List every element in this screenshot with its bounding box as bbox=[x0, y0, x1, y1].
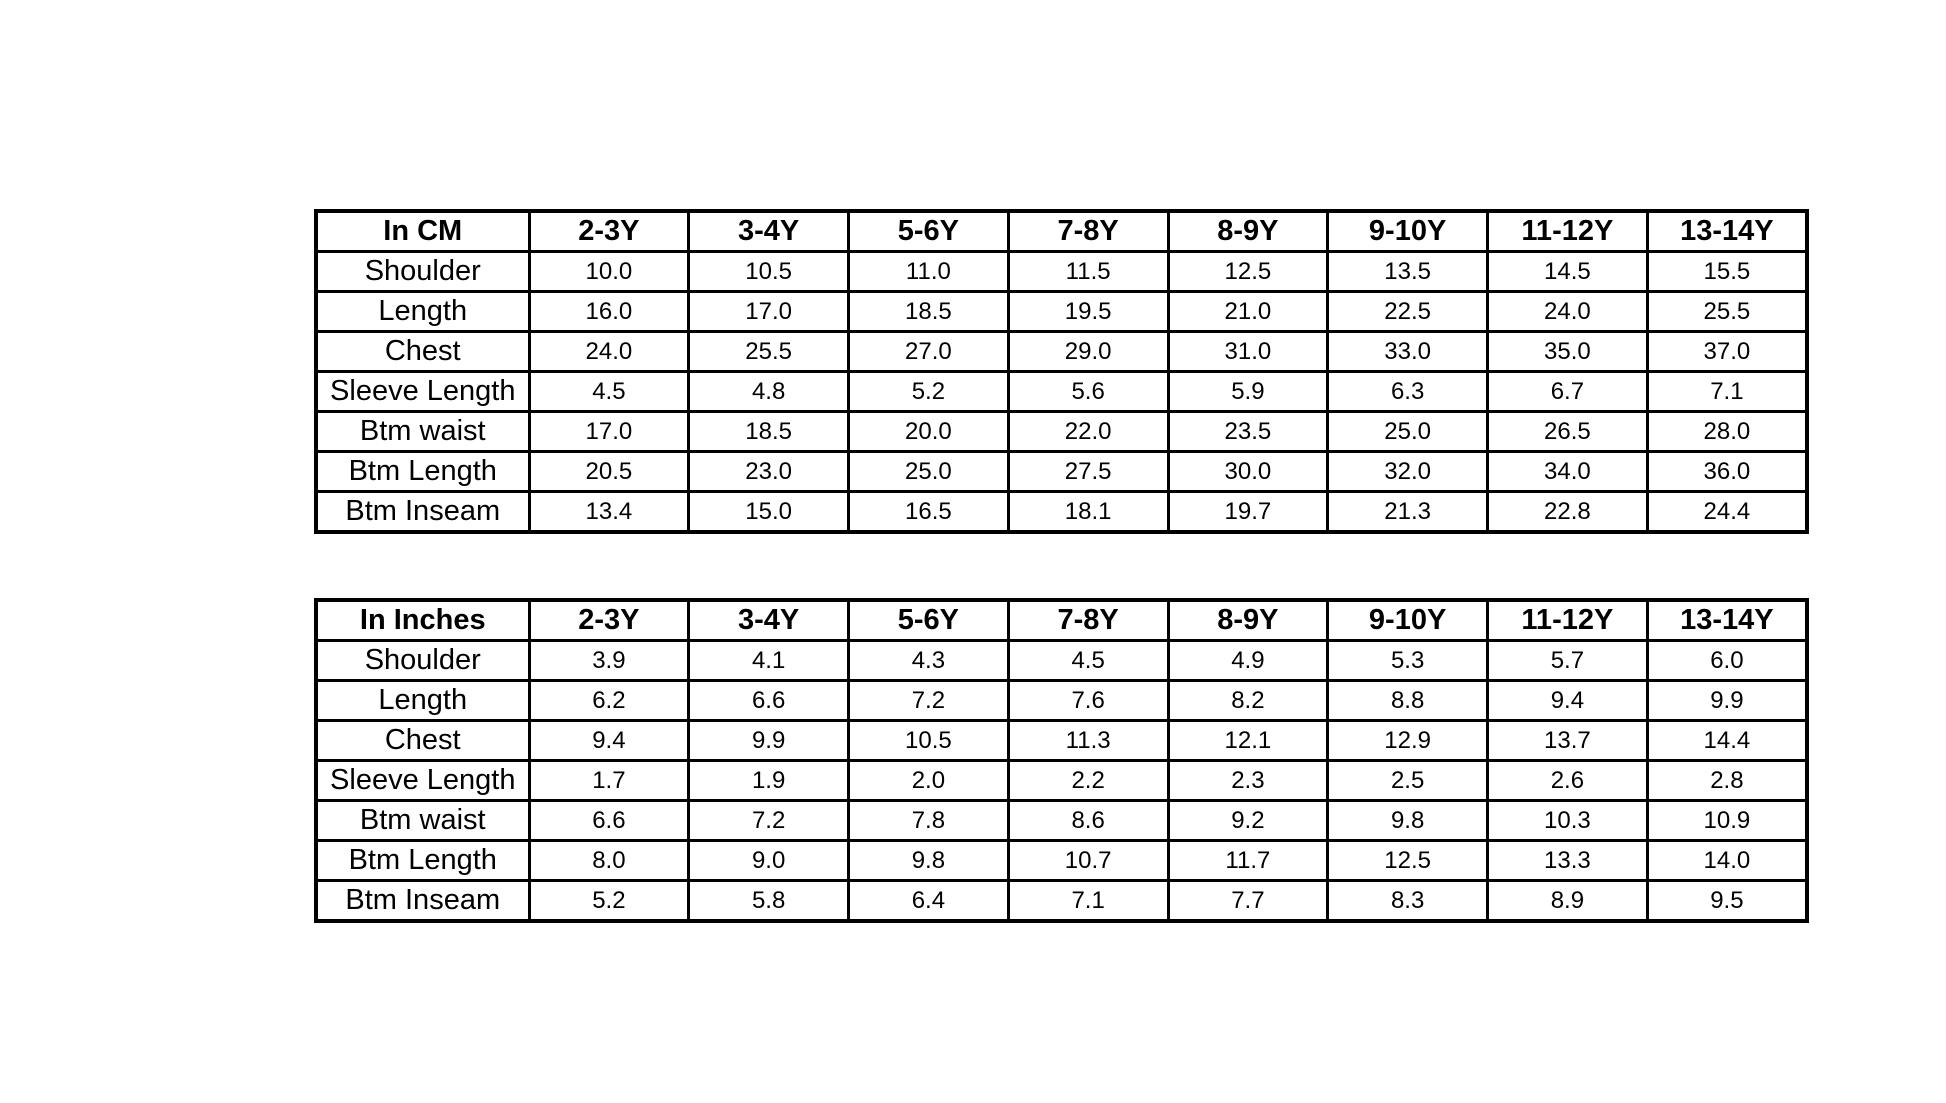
size-header: 3-4Y bbox=[689, 600, 849, 641]
measurement-value: 23.5 bbox=[1168, 412, 1328, 452]
measurement-value: 13.3 bbox=[1488, 841, 1648, 881]
measurement-value: 32.0 bbox=[1328, 452, 1488, 492]
measurement-value: 24.0 bbox=[529, 332, 689, 372]
measurement-value: 36.0 bbox=[1647, 452, 1807, 492]
measurement-value: 11.0 bbox=[849, 252, 1009, 292]
measurement-value: 10.5 bbox=[689, 252, 849, 292]
measurement-value: 12.5 bbox=[1328, 841, 1488, 881]
measurement-value: 9.8 bbox=[849, 841, 1009, 881]
size-header: 9-10Y bbox=[1328, 211, 1488, 252]
table-row bbox=[316, 492, 1807, 533]
measurement-value: 23.0 bbox=[689, 452, 849, 492]
measurement-value: 6.0 bbox=[1647, 641, 1807, 681]
measurement-label: Sleeve Length bbox=[316, 372, 529, 412]
header-row bbox=[316, 211, 1807, 252]
measurement-value: 28.0 bbox=[1647, 412, 1807, 452]
size-header: 11-12Y bbox=[1488, 600, 1648, 641]
table-row bbox=[316, 841, 1807, 881]
measurement-value: 8.2 bbox=[1168, 681, 1328, 721]
size-table-cm bbox=[314, 209, 1809, 534]
measurement-value: 7.1 bbox=[1008, 881, 1168, 922]
table-body bbox=[316, 252, 1807, 533]
header-row bbox=[316, 600, 1807, 641]
measurement-value: 25.5 bbox=[689, 332, 849, 372]
measurement-value: 16.0 bbox=[529, 292, 689, 332]
measurement-value: 9.0 bbox=[689, 841, 849, 881]
measurement-value: 25.0 bbox=[1328, 412, 1488, 452]
measurement-value: 17.0 bbox=[689, 292, 849, 332]
measurement-value: 7.2 bbox=[689, 801, 849, 841]
table-row bbox=[316, 452, 1807, 492]
measurement-label: Shoulder bbox=[316, 641, 529, 681]
measurement-value: 2.5 bbox=[1328, 761, 1488, 801]
measurement-value: 25.5 bbox=[1647, 292, 1807, 332]
measurement-value: 4.8 bbox=[689, 372, 849, 412]
measurement-value: 9.9 bbox=[1647, 681, 1807, 721]
table-row bbox=[316, 681, 1807, 721]
measurement-value: 4.1 bbox=[689, 641, 849, 681]
measurement-value: 15.5 bbox=[1647, 252, 1807, 292]
measurement-value: 9.8 bbox=[1328, 801, 1488, 841]
measurement-label: Btm Inseam bbox=[316, 881, 529, 922]
measurement-value: 11.3 bbox=[1008, 721, 1168, 761]
size-table-inches bbox=[314, 598, 1809, 923]
measurement-value: 14.0 bbox=[1647, 841, 1807, 881]
measurement-value: 2.6 bbox=[1488, 761, 1648, 801]
size-header: 8-9Y bbox=[1168, 600, 1328, 641]
measurement-value: 4.3 bbox=[849, 641, 1009, 681]
measurement-value: 21.0 bbox=[1168, 292, 1328, 332]
measurement-label: Chest bbox=[316, 721, 529, 761]
measurement-value: 12.1 bbox=[1168, 721, 1328, 761]
table-row bbox=[316, 881, 1807, 922]
measurement-value: 7.7 bbox=[1168, 881, 1328, 922]
measurement-value: 11.7 bbox=[1168, 841, 1328, 881]
measurement-label: Length bbox=[316, 292, 529, 332]
measurement-value: 3.9 bbox=[529, 641, 689, 681]
table-row bbox=[316, 372, 1807, 412]
measurement-label: Btm Length bbox=[316, 452, 529, 492]
measurement-value: 12.9 bbox=[1328, 721, 1488, 761]
measurement-value: 26.5 bbox=[1488, 412, 1648, 452]
unit-header: In CM bbox=[316, 211, 529, 252]
measurement-value: 27.5 bbox=[1008, 452, 1168, 492]
measurement-value: 19.7 bbox=[1168, 492, 1328, 533]
measurement-value: 11.5 bbox=[1008, 252, 1168, 292]
measurement-value: 10.7 bbox=[1008, 841, 1168, 881]
measurement-value: 5.7 bbox=[1488, 641, 1648, 681]
size-header: 7-8Y bbox=[1008, 600, 1168, 641]
measurement-value: 10.3 bbox=[1488, 801, 1648, 841]
measurement-value: 2.8 bbox=[1647, 761, 1807, 801]
measurement-value: 8.0 bbox=[529, 841, 689, 881]
measurement-value: 21.3 bbox=[1328, 492, 1488, 533]
measurement-value: 8.3 bbox=[1328, 881, 1488, 922]
measurement-value: 5.8 bbox=[689, 881, 849, 922]
measurement-value: 29.0 bbox=[1008, 332, 1168, 372]
measurement-value: 8.9 bbox=[1488, 881, 1648, 922]
measurement-value: 7.2 bbox=[849, 681, 1009, 721]
measurement-value: 20.0 bbox=[849, 412, 1009, 452]
measurement-value: 12.5 bbox=[1168, 252, 1328, 292]
measurement-value: 4.9 bbox=[1168, 641, 1328, 681]
size-header: 13-14Y bbox=[1647, 600, 1807, 641]
measurement-value: 33.0 bbox=[1328, 332, 1488, 372]
measurement-value: 6.6 bbox=[689, 681, 849, 721]
measurement-value: 6.6 bbox=[529, 801, 689, 841]
measurement-value: 18.1 bbox=[1008, 492, 1168, 533]
measurement-value: 25.0 bbox=[849, 452, 1009, 492]
measurement-value: 8.6 bbox=[1008, 801, 1168, 841]
measurement-value: 24.4 bbox=[1647, 492, 1807, 533]
measurement-label: Length bbox=[316, 681, 529, 721]
measurement-value: 13.5 bbox=[1328, 252, 1488, 292]
measurement-value: 5.2 bbox=[849, 372, 1009, 412]
measurement-value: 18.5 bbox=[689, 412, 849, 452]
measurement-value: 9.4 bbox=[529, 721, 689, 761]
measurement-value: 2.0 bbox=[849, 761, 1009, 801]
size-header: 2-3Y bbox=[529, 211, 689, 252]
measurement-value: 30.0 bbox=[1168, 452, 1328, 492]
measurement-value: 13.7 bbox=[1488, 721, 1648, 761]
measurement-value: 20.5 bbox=[529, 452, 689, 492]
measurement-label: Chest bbox=[316, 332, 529, 372]
measurement-value: 7.1 bbox=[1647, 372, 1807, 412]
measurement-label: Btm waist bbox=[316, 412, 529, 452]
measurement-value: 1.9 bbox=[689, 761, 849, 801]
size-header: 5-6Y bbox=[849, 211, 1009, 252]
table-row bbox=[316, 721, 1807, 761]
measurement-value: 5.9 bbox=[1168, 372, 1328, 412]
measurement-value: 34.0 bbox=[1488, 452, 1648, 492]
table-row bbox=[316, 641, 1807, 681]
measurement-value: 9.5 bbox=[1647, 881, 1807, 922]
measurement-label: Btm waist bbox=[316, 801, 529, 841]
measurement-value: 6.2 bbox=[529, 681, 689, 721]
measurement-label: Sleeve Length bbox=[316, 761, 529, 801]
measurement-label: Shoulder bbox=[316, 252, 529, 292]
size-header: 5-6Y bbox=[849, 600, 1009, 641]
size-header: 7-8Y bbox=[1008, 211, 1168, 252]
measurement-value: 22.5 bbox=[1328, 292, 1488, 332]
measurement-value: 16.5 bbox=[849, 492, 1009, 533]
measurement-value: 31.0 bbox=[1168, 332, 1328, 372]
measurement-value: 14.5 bbox=[1488, 252, 1648, 292]
measurement-value: 37.0 bbox=[1647, 332, 1807, 372]
measurement-value: 7.6 bbox=[1008, 681, 1168, 721]
measurement-label: Btm Inseam bbox=[316, 492, 529, 533]
table-row bbox=[316, 252, 1807, 292]
table-header bbox=[316, 600, 1807, 641]
measurement-value: 10.0 bbox=[529, 252, 689, 292]
measurement-value: 13.4 bbox=[529, 492, 689, 533]
measurement-label: Btm Length bbox=[316, 841, 529, 881]
measurement-value: 14.4 bbox=[1647, 721, 1807, 761]
measurement-value: 9.4 bbox=[1488, 681, 1648, 721]
size-header: 13-14Y bbox=[1647, 211, 1807, 252]
table-header bbox=[316, 211, 1807, 252]
table-body bbox=[316, 641, 1807, 922]
measurement-value: 22.0 bbox=[1008, 412, 1168, 452]
measurement-value: 8.8 bbox=[1328, 681, 1488, 721]
table-row bbox=[316, 292, 1807, 332]
table-row bbox=[316, 332, 1807, 372]
measurement-value: 6.7 bbox=[1488, 372, 1648, 412]
measurement-value: 2.3 bbox=[1168, 761, 1328, 801]
measurement-value: 27.0 bbox=[849, 332, 1009, 372]
measurement-value: 35.0 bbox=[1488, 332, 1648, 372]
measurement-value: 5.6 bbox=[1008, 372, 1168, 412]
table-row bbox=[316, 761, 1807, 801]
table-row bbox=[316, 801, 1807, 841]
size-header: 11-12Y bbox=[1488, 211, 1648, 252]
size-header: 2-3Y bbox=[529, 600, 689, 641]
measurement-value: 17.0 bbox=[529, 412, 689, 452]
measurement-value: 15.0 bbox=[689, 492, 849, 533]
measurement-value: 10.9 bbox=[1647, 801, 1807, 841]
measurement-value: 18.5 bbox=[849, 292, 1009, 332]
measurement-value: 2.2 bbox=[1008, 761, 1168, 801]
measurement-value: 5.3 bbox=[1328, 641, 1488, 681]
measurement-value: 5.2 bbox=[529, 881, 689, 922]
measurement-value: 4.5 bbox=[529, 372, 689, 412]
measurement-value: 9.2 bbox=[1168, 801, 1328, 841]
size-header: 8-9Y bbox=[1168, 211, 1328, 252]
measurement-value: 9.9 bbox=[689, 721, 849, 761]
measurement-value: 6.4 bbox=[849, 881, 1009, 922]
measurement-value: 10.5 bbox=[849, 721, 1009, 761]
measurement-value: 6.3 bbox=[1328, 372, 1488, 412]
unit-header: In Inches bbox=[316, 600, 529, 641]
measurement-value: 7.8 bbox=[849, 801, 1009, 841]
measurement-value: 4.5 bbox=[1008, 641, 1168, 681]
measurement-value: 22.8 bbox=[1488, 492, 1648, 533]
table-row bbox=[316, 412, 1807, 452]
measurement-value: 1.7 bbox=[529, 761, 689, 801]
measurement-value: 24.0 bbox=[1488, 292, 1648, 332]
size-header: 3-4Y bbox=[689, 211, 849, 252]
size-header: 9-10Y bbox=[1328, 600, 1488, 641]
measurement-value: 19.5 bbox=[1008, 292, 1168, 332]
